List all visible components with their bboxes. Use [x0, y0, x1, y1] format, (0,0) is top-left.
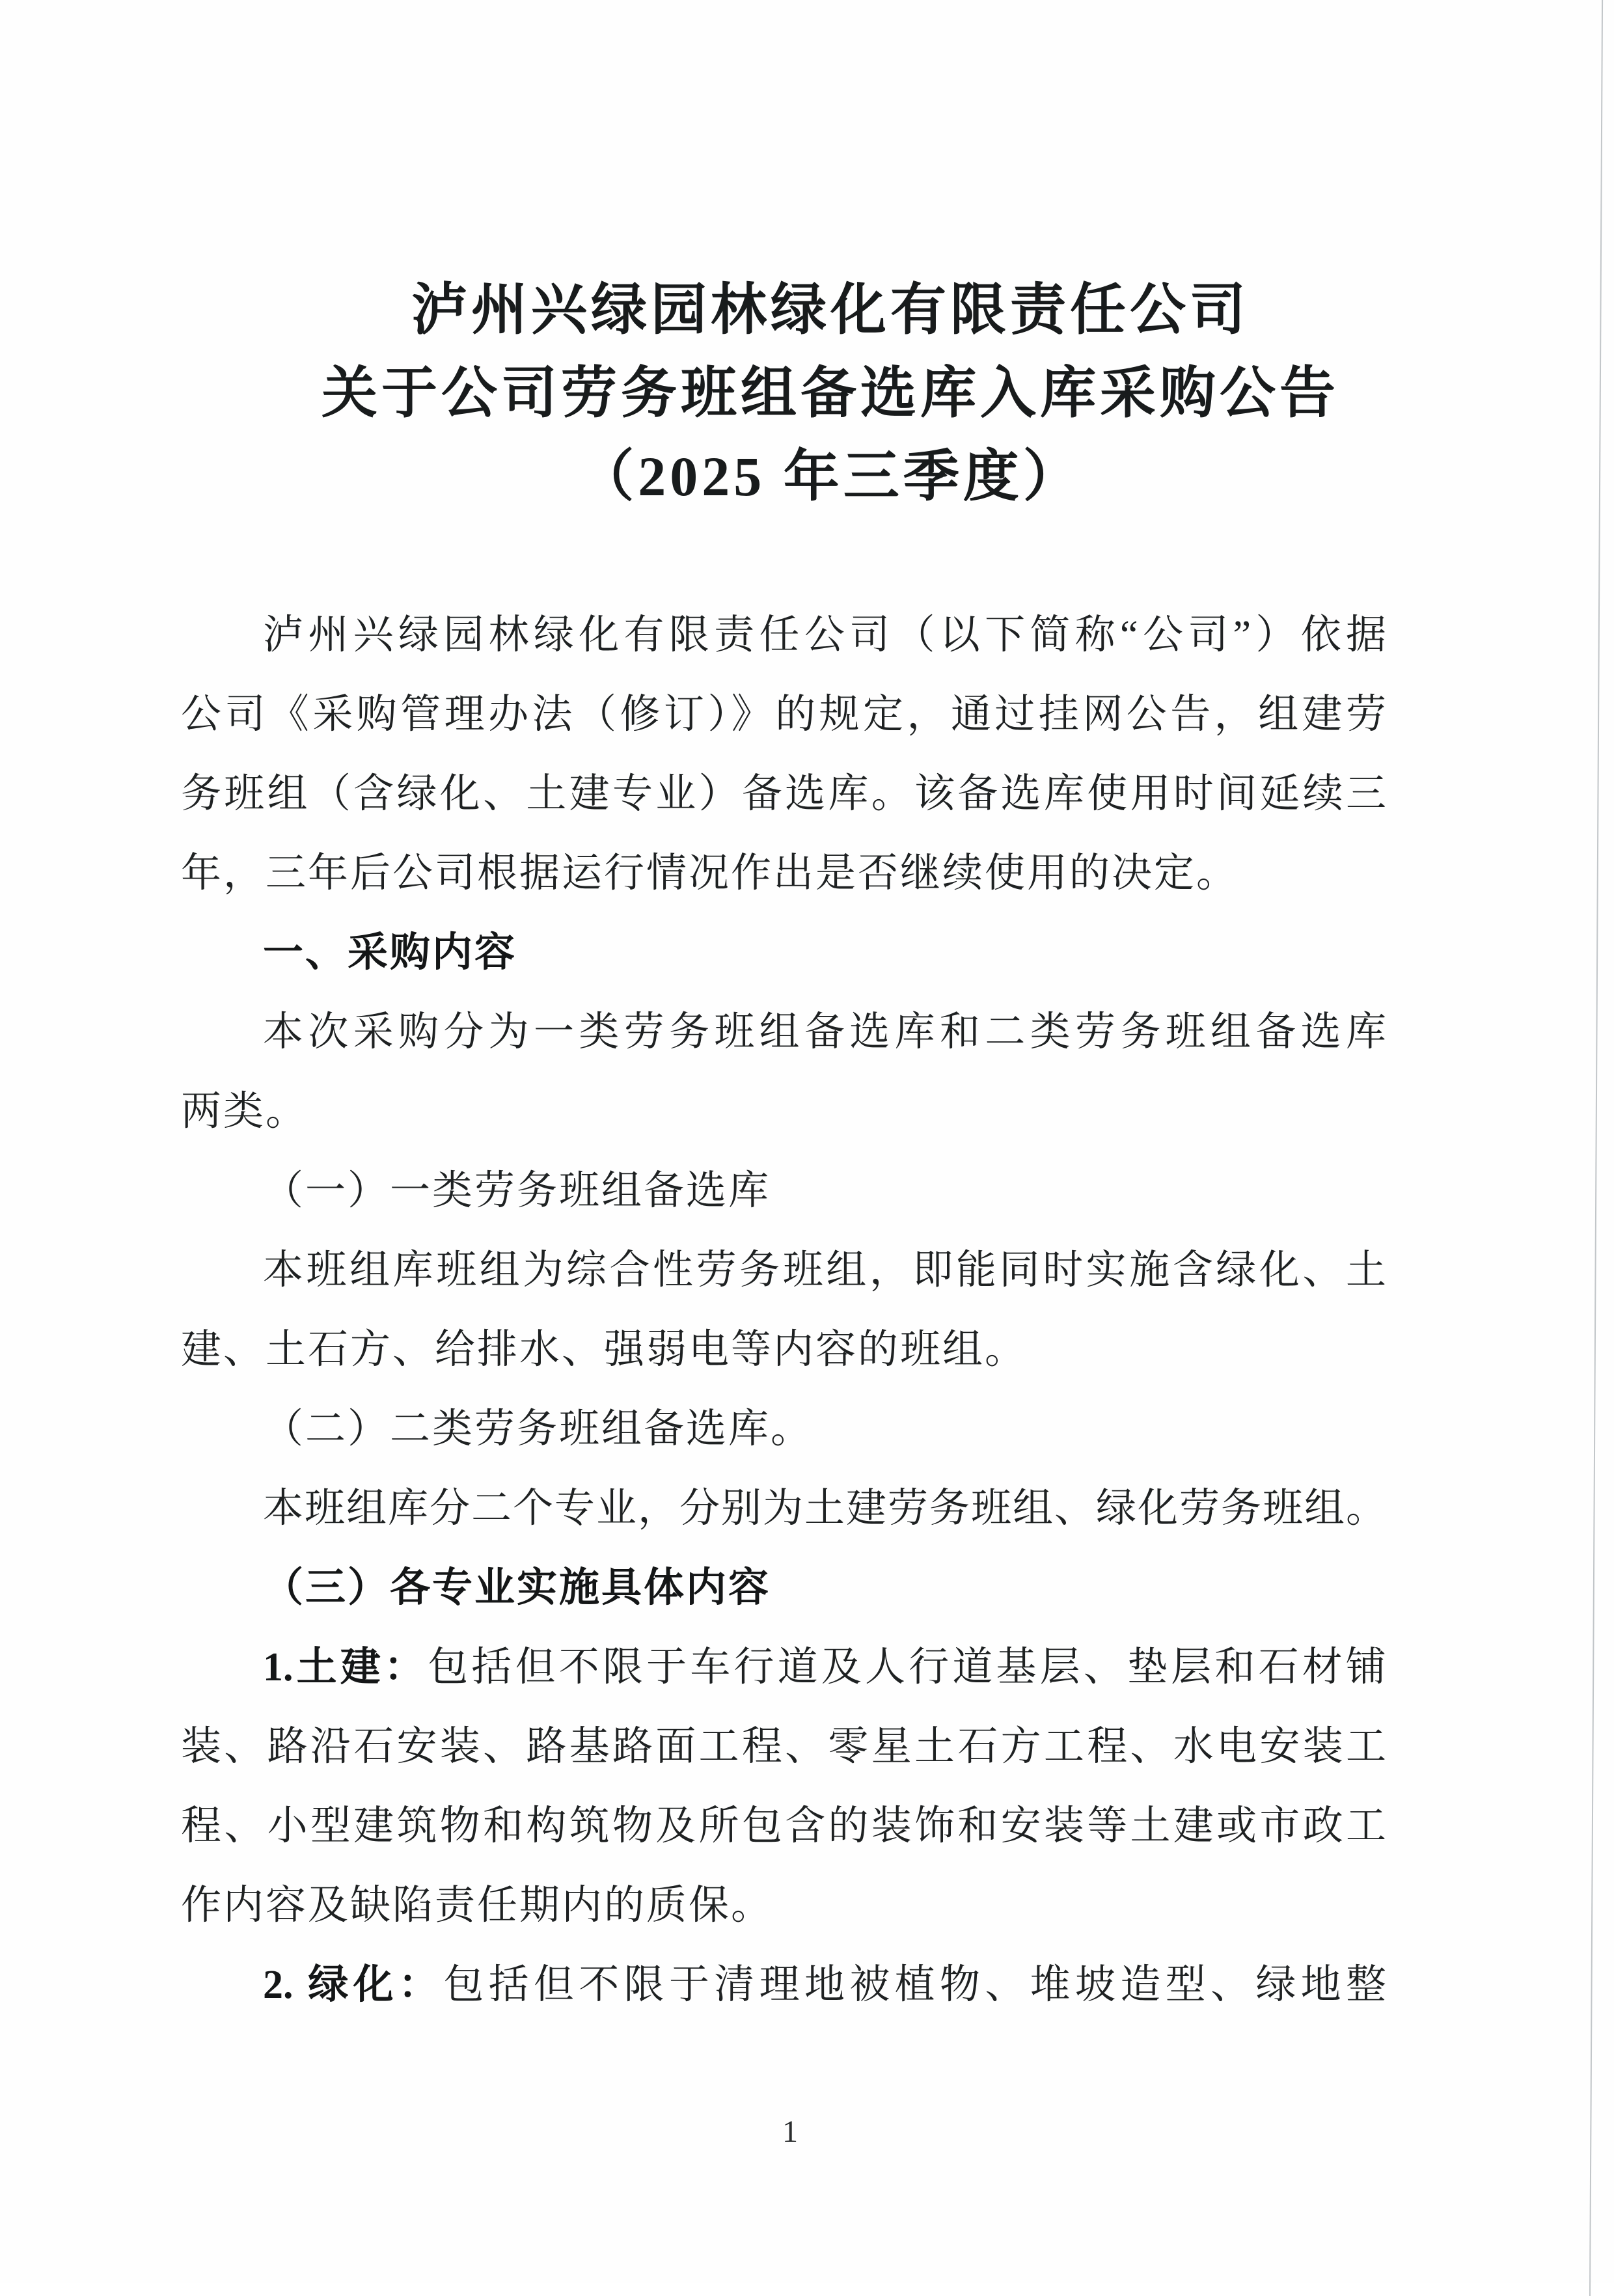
text-segment: 公司《采购管理办法（修订）》的规定，通过挂网公告，组建劳: [181, 692, 1386, 737]
document-title: [23, 268, 1614, 518]
body-line: [181, 1628, 1386, 1707]
text-segment: 建、土石方、给排水、强弱电等内容的班组。: [181, 1328, 1028, 1372]
text-segment-bold: 2. 绿化：: [263, 1963, 444, 2007]
body-line: [181, 1469, 1386, 1548]
body-line: [181, 1866, 1386, 1945]
text-segment-bold: 一、采购内容: [263, 931, 517, 975]
text-segment: 装、路沿石安装、路基路面工程、零星土石方工程、水电安装工: [181, 1725, 1386, 1769]
text-segment: 泸州兴绿园林绿化有限责任公司（以下简称“公司”）依据: [263, 613, 1386, 657]
text-segment: 包括但不限于清理地被植物、堆坡造型、绿地整: [443, 1963, 1386, 2007]
text-segment-bold: 1.土建：: [263, 1645, 428, 1689]
title-line-subject: 关于公司劳务班组备选库入库采购公告: [321, 362, 1339, 424]
text-segment: 务班组（含绿化、土建专业）备选库。该备选库使用时间延续三: [181, 772, 1386, 816]
page-number: 1: [782, 2114, 798, 2149]
body-line: [181, 992, 1386, 1072]
title-line-company: 泸州兴绿园林绿化有限责任公司: [411, 279, 1250, 341]
body-line: [181, 675, 1386, 754]
body-line: [181, 1707, 1386, 1786]
text-segment: 作内容及缺陷责任期内的质保。: [181, 1883, 774, 1928]
text-segment: （一）一类劳务班组备选库: [263, 1169, 771, 1213]
body-line: [181, 1310, 1386, 1389]
body-line: [181, 595, 1386, 675]
text-segment: 包括但不限于车行道及人行道基层、垫层和石材铺: [428, 1645, 1386, 1689]
body-line: [181, 754, 1386, 834]
body-line: [181, 1072, 1386, 1151]
body-line: [181, 1389, 1386, 1469]
body-line: [181, 1945, 1386, 2025]
body-line: [181, 1548, 1386, 1628]
body-line: [181, 913, 1386, 992]
text-segment: 年，三年后公司根据运行情况作出是否继续使用的决定。: [181, 851, 1239, 895]
page-footer: [0, 2115, 1597, 2149]
text-segment: 本班组库分二个专业，分别为土建劳务班组、绿化劳务班组。: [263, 1486, 1386, 1531]
text-segment: 本次采购分为一类劳务班组备选库和二类劳务班组备选库: [263, 1010, 1386, 1054]
body-line: [181, 1231, 1386, 1310]
text-segment: 本班组库班组为综合性劳务班组，即能同时实施含绿化、土: [263, 1248, 1386, 1292]
text-segment: 两类。: [181, 1089, 308, 1134]
body-line: [181, 834, 1386, 913]
document-body: [181, 595, 1386, 2025]
body-line: [181, 1786, 1386, 1866]
title-line-quarter: （2025 年三季度）: [578, 445, 1083, 508]
body-line: [181, 1151, 1386, 1231]
text-segment-bold: （三）各专业实施具体内容: [263, 1566, 771, 1610]
text-segment: （二）二类劳务班组备选库。: [263, 1407, 814, 1451]
text-segment: 程、小型建筑物和构筑物及所包含的装饰和安装等土建或市政工: [181, 1804, 1386, 1848]
